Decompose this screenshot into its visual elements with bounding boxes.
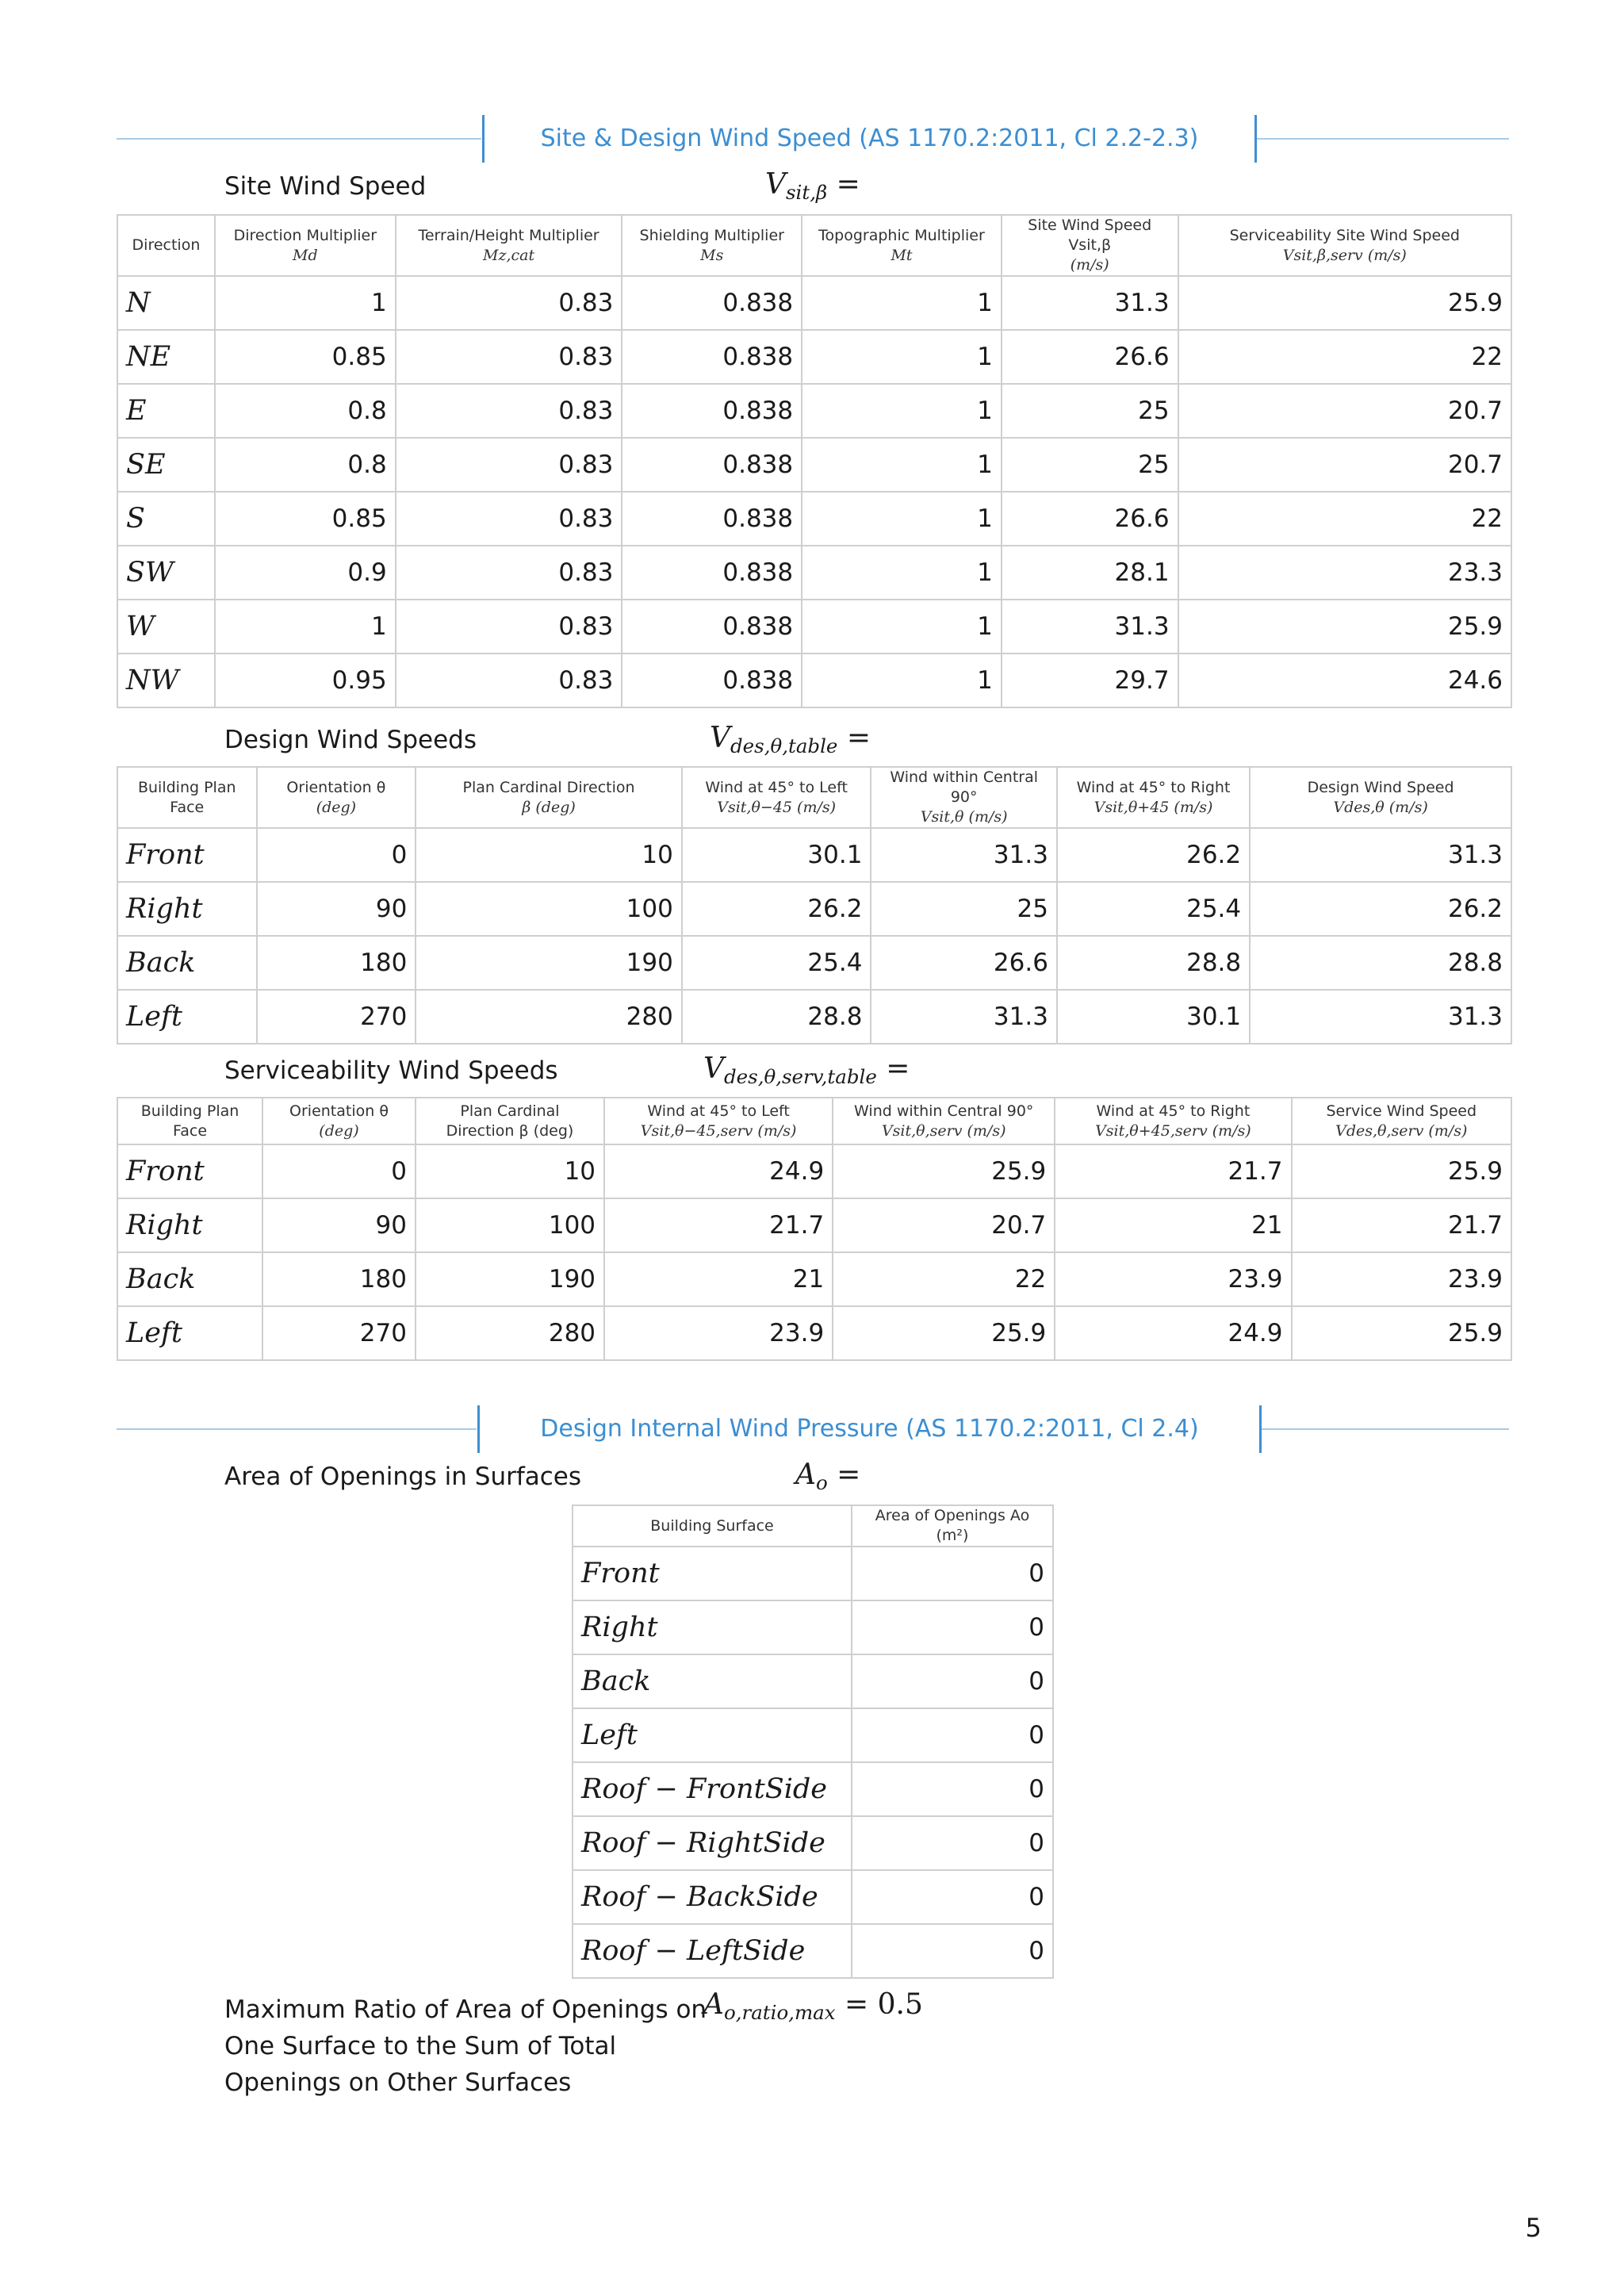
table-row <box>117 438 1511 492</box>
table-cell: 180 <box>262 1252 416 1306</box>
table-cell: 0 <box>262 1144 416 1198</box>
table-cell: 31.3 <box>1250 990 1511 1044</box>
table-cell: 24.9 <box>1055 1306 1291 1360</box>
table-cell: 1 <box>802 492 1002 546</box>
table-cell: 25.9 <box>1292 1144 1511 1198</box>
table-cell: 30.1 <box>1057 990 1250 1044</box>
table-cell: 21.7 <box>604 1198 833 1252</box>
section-title: Design Internal Wind Pressure (AS 1170.2:2011, Cl 2.4) <box>540 1415 1199 1443</box>
table-row <box>117 936 1511 990</box>
table-cell: 23.9 <box>1055 1252 1291 1306</box>
table-row <box>117 1144 1511 1198</box>
table-cell: 23.9 <box>604 1306 833 1360</box>
table-body <box>117 276 1511 707</box>
table-cell: 26.2 <box>682 882 871 936</box>
table-cell: 1 <box>802 654 1002 707</box>
row-key-cell: Left <box>117 990 257 1044</box>
row-key-cell: SE <box>117 438 215 492</box>
table-cell: 100 <box>416 882 682 936</box>
row-key-cell: Front <box>573 1547 852 1600</box>
table-cell: 26.2 <box>1057 828 1250 882</box>
table-row <box>117 828 1511 882</box>
table-cell: 25.4 <box>1057 882 1250 936</box>
col-header-design-wind-speed: Design Wind Speed Vdes,θ (m/s) <box>1250 767 1511 828</box>
table-header-row <box>117 767 1511 828</box>
table-cell: 0.83 <box>396 438 622 492</box>
table-cell: 25.9 <box>1178 600 1511 654</box>
table-cell: 0.83 <box>396 600 622 654</box>
table-row <box>573 1870 1053 1924</box>
table-row <box>117 330 1511 384</box>
table-cell: 0.83 <box>396 330 622 384</box>
table-cell: 190 <box>416 1252 604 1306</box>
table-cell: 24.6 <box>1178 654 1511 707</box>
table-cell: 23.3 <box>1178 546 1511 600</box>
col-header-building-surface: Building Surface <box>573 1505 852 1547</box>
table-cell: 25.4 <box>682 936 871 990</box>
table-cell: 0 <box>852 1654 1053 1708</box>
table-cell: 0 <box>852 1762 1053 1816</box>
ratio-value: 0.5 <box>877 1988 923 2021</box>
table-cell: 0 <box>852 1870 1053 1924</box>
table-cell: 20.7 <box>1178 384 1511 438</box>
table-row <box>117 276 1511 330</box>
table-cell: 1 <box>802 546 1002 600</box>
design-wind-speeds-label: Design Wind Speeds <box>224 726 477 754</box>
table-row <box>117 1252 1511 1306</box>
table-row <box>117 546 1511 600</box>
row-key-cell: Roof − FrontSide <box>573 1762 852 1816</box>
design-wind-speeds-table <box>117 766 1512 1045</box>
table-cell: 20.7 <box>1178 438 1511 492</box>
serviceability-wind-speeds-table <box>117 1097 1512 1361</box>
table-cell: 31.3 <box>871 828 1056 882</box>
col-header-wind-central-90: Wind within Central 90° Vsit,θ (m/s) <box>871 767 1056 828</box>
table-cell: 22 <box>1178 330 1511 384</box>
table-cell: 280 <box>416 1306 604 1360</box>
table-cell: 29.7 <box>1002 654 1178 707</box>
table-cell: 100 <box>416 1198 604 1252</box>
table-row <box>573 1547 1053 1600</box>
table-row <box>117 1198 1511 1252</box>
table-cell: 0.838 <box>622 384 802 438</box>
row-key-cell: NE <box>117 330 215 384</box>
row-key-cell: Front <box>117 1144 262 1198</box>
area-of-openings-label: Area of Openings in Surfaces <box>224 1462 582 1491</box>
table-cell: 90 <box>262 1198 416 1252</box>
table-header-row <box>117 1098 1511 1144</box>
site-wind-speed-label: Site Wind Speed <box>224 172 427 201</box>
table-cell: 1 <box>802 600 1002 654</box>
table-cell: 25.9 <box>833 1144 1055 1198</box>
table-cell: 270 <box>257 990 416 1044</box>
row-key-cell: Roof − BackSide <box>573 1870 852 1924</box>
table-cell: 23.9 <box>1292 1252 1511 1306</box>
ratio-label-line: One Surface to the Sum of Total <box>224 2032 617 2060</box>
col-header-area-of-openings: Area of Openings Ao (m²) <box>852 1505 1053 1547</box>
table-cell: 25 <box>1002 384 1178 438</box>
table-cell: 1 <box>215 600 396 654</box>
table-body <box>117 1144 1511 1360</box>
row-key-cell: Back <box>117 1252 262 1306</box>
serviceability-wind-speeds-label: Serviceability Wind Speeds <box>224 1056 558 1085</box>
table-row <box>573 1654 1053 1708</box>
table-cell: 0 <box>852 1708 1053 1762</box>
table-row <box>573 1600 1053 1654</box>
table-cell: 25 <box>871 882 1056 936</box>
table-cell: 25.9 <box>1178 276 1511 330</box>
col-header-site-wind-speed: Site Wind Speed Vsit,β (m/s) <box>1002 215 1178 276</box>
table-cell: 280 <box>416 990 682 1044</box>
ratio-label <box>224 1991 707 2101</box>
table-cell: 1 <box>802 276 1002 330</box>
table-cell: 21 <box>604 1252 833 1306</box>
table-cell: 0.8 <box>215 438 396 492</box>
col-header-direction: Direction <box>117 215 215 276</box>
ratio-symbol: $A_{o,ratio,max} = 0.5$ <box>703 1988 923 2024</box>
table-cell: 21.7 <box>1055 1144 1291 1198</box>
table-cell: 0.8 <box>215 384 396 438</box>
col-header-wind-45-left: Wind at 45° to Left Vsit,θ−45,serv (m/s) <box>604 1098 833 1144</box>
section-title: Site & Design Wind Speed (AS 1170.2:2011, Cl 2.2-2.3) <box>540 125 1199 152</box>
table-cell: 0.83 <box>396 276 622 330</box>
table-body <box>117 828 1511 1044</box>
table-cell: 1 <box>802 438 1002 492</box>
table-cell: 190 <box>416 936 682 990</box>
design-wind-speeds-symbol: $V_{des,\theta,table}$ = <box>710 722 871 757</box>
col-header-orientation: Orientation θ (deg) <box>262 1098 416 1144</box>
table-row <box>573 1816 1053 1870</box>
row-key-cell: Right <box>117 882 257 936</box>
page-number: 5 <box>1525 2213 1542 2243</box>
table-cell: 0 <box>852 1600 1053 1654</box>
row-key-cell: W <box>117 600 215 654</box>
table-cell: 1 <box>802 384 1002 438</box>
table-cell: 0.85 <box>215 330 396 384</box>
col-header-topographic-multiplier: Topographic Multiplier Mt <box>802 215 1002 276</box>
table-cell: 31.3 <box>1002 276 1178 330</box>
table-row <box>573 1762 1053 1816</box>
table-body <box>573 1547 1053 1978</box>
table-row <box>117 600 1511 654</box>
col-header-plan-cardinal-direction: Plan Cardinal Direction β (deg) <box>416 1098 604 1144</box>
row-key-cell: Roof − LeftSide <box>573 1924 852 1978</box>
table-row <box>573 1708 1053 1762</box>
col-header-direction-multiplier: Direction Multiplier Md <box>215 215 396 276</box>
header-rule-left <box>117 138 481 140</box>
table-cell: 1 <box>215 276 396 330</box>
table-header-row <box>573 1505 1053 1547</box>
table-cell: 21.7 <box>1292 1198 1511 1252</box>
table-cell: 25 <box>1002 438 1178 492</box>
col-header-wind-45-right: Wind at 45° to Right Vsit,θ+45,serv (m/s) <box>1055 1098 1291 1144</box>
site-wind-speed-symbol: $V_{sit,\beta}$ = <box>765 168 860 204</box>
table-cell: 30.1 <box>682 828 871 882</box>
table-cell: 1 <box>802 330 1002 384</box>
table-row <box>117 882 1511 936</box>
row-key-cell: S <box>117 492 215 546</box>
table-cell: 0 <box>852 1924 1053 1978</box>
row-key-cell: NW <box>117 654 215 707</box>
ratio-label-line: Openings on Other Surfaces <box>224 2068 572 2097</box>
col-header-wind-45-left: Wind at 45° to Left Vsit,θ−45 (m/s) <box>682 767 871 828</box>
table-cell: 0.838 <box>622 438 802 492</box>
table-cell: 22 <box>1178 492 1511 546</box>
table-cell: 25.9 <box>833 1306 1055 1360</box>
table-cell: 22 <box>833 1252 1055 1306</box>
table-cell: 0.83 <box>396 384 622 438</box>
area-of-openings-symbol: $A_o$ = <box>795 1458 861 1494</box>
table-cell: 31.3 <box>1002 600 1178 654</box>
col-header-shielding-multiplier: Shielding Multiplier Ms <box>622 215 802 276</box>
area-of-openings-table <box>572 1504 1054 1979</box>
section-header-wind-speed <box>117 115 1509 163</box>
col-header-building-plan-face: Building Plan Face <box>117 1098 262 1144</box>
serviceability-wind-speeds-symbol: $V_{des,\theta,serv,table}$ = <box>703 1052 910 1088</box>
table-cell: 10 <box>416 1144 604 1198</box>
row-key-cell: N <box>117 276 215 330</box>
table-cell: 0.83 <box>396 546 622 600</box>
col-header-building-plan-face: Building Plan Face <box>117 767 257 828</box>
col-header-orientation: Orientation θ (deg) <box>257 767 416 828</box>
table-cell: 0 <box>852 1547 1053 1600</box>
table-cell: 0 <box>852 1816 1053 1870</box>
table-cell: 0.838 <box>622 492 802 546</box>
table-cell: 0.838 <box>622 546 802 600</box>
col-header-wind-45-right: Wind at 45° to Right Vsit,θ+45 (m/s) <box>1057 767 1250 828</box>
table-cell: 28.1 <box>1002 546 1178 600</box>
table-cell: 26.6 <box>1002 492 1178 546</box>
table-cell: 31.3 <box>1250 828 1511 882</box>
section-header-internal-pressure <box>117 1405 1509 1453</box>
table-row <box>117 492 1511 546</box>
table-row <box>117 654 1511 707</box>
table-cell: 25.9 <box>1292 1306 1511 1360</box>
header-rule-right <box>1257 138 1509 140</box>
row-key-cell: Front <box>117 828 257 882</box>
row-key-cell: E <box>117 384 215 438</box>
row-key-cell: Left <box>117 1306 262 1360</box>
row-key-cell: Right <box>117 1198 262 1252</box>
row-key-cell: SW <box>117 546 215 600</box>
table-cell: 0.83 <box>396 654 622 707</box>
header-rule-right <box>1262 1428 1509 1430</box>
table-cell: 0.83 <box>396 492 622 546</box>
table-cell: 0.838 <box>622 600 802 654</box>
row-key-cell: Back <box>573 1654 852 1708</box>
table-cell: 0.95 <box>215 654 396 707</box>
col-header-terrain-multiplier: Terrain/Height Multiplier Mz,cat <box>396 215 622 276</box>
table-row <box>117 1306 1511 1360</box>
col-header-serviceability-site-wind-speed: Serviceability Site Wind Speed Vsit,β,serv (m/s) <box>1178 215 1511 276</box>
table-cell: 0.85 <box>215 492 396 546</box>
table-cell: 24.9 <box>604 1144 833 1198</box>
table-cell: 0.838 <box>622 330 802 384</box>
table-row <box>117 990 1511 1044</box>
table-header-row <box>117 215 1511 276</box>
row-key-cell: Right <box>573 1600 852 1654</box>
table-cell: 0 <box>257 828 416 882</box>
table-cell: 21 <box>1055 1198 1291 1252</box>
table-cell: 28.8 <box>1057 936 1250 990</box>
col-header-service-wind-speed: Service Wind Speed Vdes,θ,serv (m/s) <box>1292 1098 1511 1144</box>
table-cell: 270 <box>262 1306 416 1360</box>
row-key-cell: Roof − RightSide <box>573 1816 852 1870</box>
table-cell: 10 <box>416 828 682 882</box>
table-cell: 31.3 <box>871 990 1056 1044</box>
table-cell: 28.8 <box>682 990 871 1044</box>
ratio-label-line: Maximum Ratio of Area of Openings on <box>224 1995 707 2024</box>
table-cell: 26.6 <box>871 936 1056 990</box>
table-cell: 26.6 <box>1002 330 1178 384</box>
table-cell: 0.838 <box>622 654 802 707</box>
col-header-plan-cardinal-direction: Plan Cardinal Direction β (deg) <box>416 767 682 828</box>
table-row <box>117 384 1511 438</box>
table-cell: 28.8 <box>1250 936 1511 990</box>
site-wind-speed-table <box>117 214 1512 708</box>
header-rule-left <box>117 1428 477 1430</box>
col-header-wind-central-90: Wind within Central 90° Vsit,θ,serv (m/s) <box>833 1098 1055 1144</box>
table-row <box>573 1924 1053 1978</box>
row-key-cell: Back <box>117 936 257 990</box>
table-cell: 180 <box>257 936 416 990</box>
table-cell: 0.9 <box>215 546 396 600</box>
table-cell: 0.838 <box>622 276 802 330</box>
row-key-cell: Left <box>573 1708 852 1762</box>
table-cell: 26.2 <box>1250 882 1511 936</box>
table-cell: 90 <box>257 882 416 936</box>
table-cell: 20.7 <box>833 1198 1055 1252</box>
